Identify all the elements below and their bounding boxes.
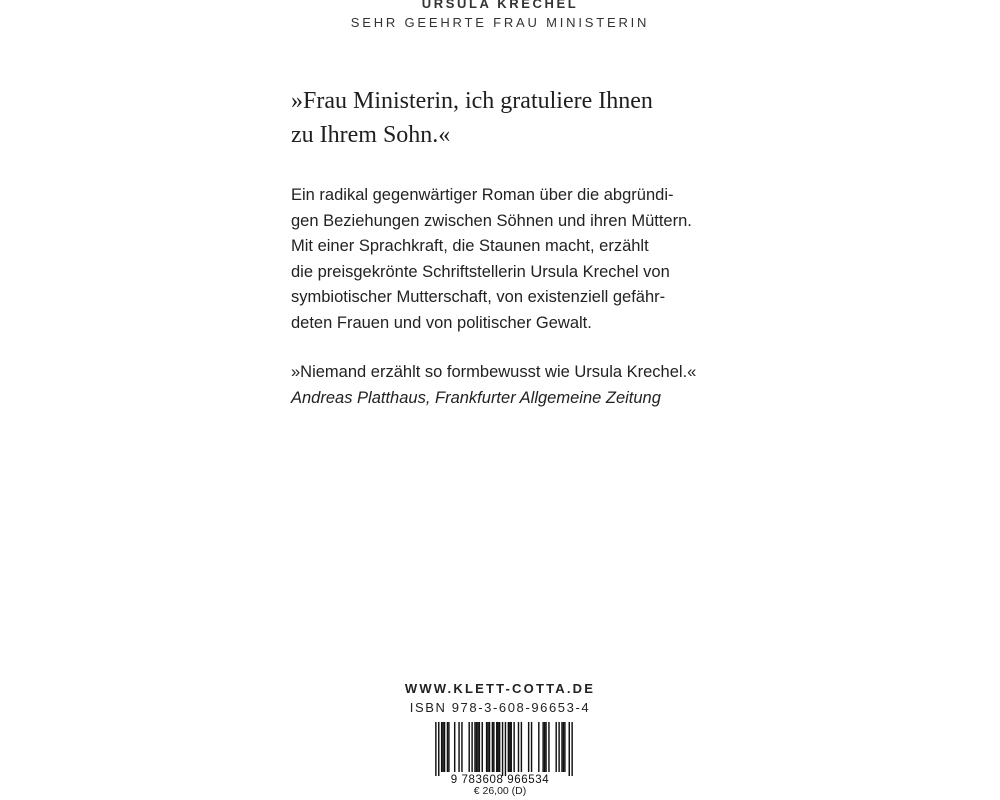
barcode-bar xyxy=(477,722,478,772)
blurb-line: deten Frauen und von politischer Gewalt. xyxy=(291,313,592,332)
barcode-bar xyxy=(474,722,475,772)
barcode-bar xyxy=(569,722,570,776)
barcode-bar xyxy=(564,722,565,772)
barcode-bar xyxy=(542,722,543,772)
barcode-bar xyxy=(454,722,455,772)
barcode-bar xyxy=(511,722,512,772)
barcode-bar xyxy=(538,722,539,772)
barcode-bar xyxy=(489,722,490,772)
barcode-bar xyxy=(438,722,439,776)
price: € 26,00 (D) xyxy=(473,785,527,797)
barcode xyxy=(424,722,576,786)
press-quote-source: Andreas Platthaus, Frankfurter Allgemeine Zeitung xyxy=(291,388,661,407)
barcode-bar xyxy=(471,722,472,772)
blurb-line: gen Beziehungen zwischen Söhnen und ihren Müttern. xyxy=(291,211,692,230)
barcode-bar xyxy=(513,722,514,772)
press-quote-text: »Niemand erzählt so formbewusst wie Ursula Krechel.« xyxy=(291,363,697,381)
barcode-bar xyxy=(499,722,500,772)
barcode-bar xyxy=(508,722,509,772)
barcode-bar xyxy=(441,722,442,772)
barcode-bar xyxy=(555,722,556,772)
author-name: URSULA KRECHEL xyxy=(421,0,579,11)
barcode-bar xyxy=(518,722,519,772)
blurb-line: symbiotischer Mutterschaft, von existenziell gefähr- xyxy=(291,288,666,306)
barcode-bar xyxy=(447,722,448,772)
headline-quote xyxy=(291,84,653,152)
press-quote xyxy=(291,360,696,411)
barcode-bar xyxy=(571,722,572,776)
isbn-number: ISBN 978-3-608-96653-4 xyxy=(409,700,591,715)
barcode-graphic xyxy=(424,722,576,786)
barcode-bar xyxy=(558,722,559,772)
barcode-bar xyxy=(435,722,436,776)
blurb-line: Mit einer Sprachkraft, die Staunen macht, erzählt xyxy=(291,237,649,255)
barcode-bar xyxy=(561,722,562,772)
barcode-bar xyxy=(492,722,493,772)
publisher-website: WWW.KLETT-COTTA.DE xyxy=(404,681,596,696)
barcode-bar xyxy=(487,722,488,772)
barcode-bar xyxy=(458,722,459,772)
barcode-bar xyxy=(444,722,445,772)
barcode-bar xyxy=(486,722,487,772)
barcode-bar xyxy=(505,722,506,776)
barcode-bar xyxy=(521,722,522,772)
headline-line: »Frau Ministerin, ich gratuliere Ihnen xyxy=(291,88,653,114)
barcode-bar xyxy=(442,722,443,772)
headline-line: zu Ihrem Sohn.« xyxy=(291,122,451,148)
book-title: SEHR GEEHRTE FRAU MINISTERIN xyxy=(350,15,650,30)
barcode-bar xyxy=(548,722,549,772)
barcode-bar xyxy=(479,722,480,772)
barcode-bar xyxy=(563,722,564,772)
barcode-bar xyxy=(544,722,545,772)
blurb-line: Ein radikal gegenwärtiger Roman über die abgründi- xyxy=(291,186,674,204)
barcode-bar xyxy=(493,722,494,772)
barcode-bar xyxy=(496,722,497,772)
barcode-bar xyxy=(528,722,529,772)
barcode-digits: 9 783608 966534 xyxy=(450,774,550,786)
barcode-bar xyxy=(482,722,483,772)
barcode-bar xyxy=(509,722,510,772)
barcode-bar xyxy=(468,722,469,772)
barcode-bar xyxy=(461,722,462,772)
barcode-bar xyxy=(502,722,503,776)
blurb-line: die preisgekrönte Schriftstellerin Ursula Krechel von xyxy=(291,262,670,281)
barcode-bar xyxy=(545,722,546,772)
blurb-text xyxy=(291,183,692,336)
barcode-bar xyxy=(531,722,532,772)
barcode-bar xyxy=(497,722,498,772)
barcode-bar xyxy=(448,722,449,772)
barcode-bar xyxy=(476,722,477,772)
